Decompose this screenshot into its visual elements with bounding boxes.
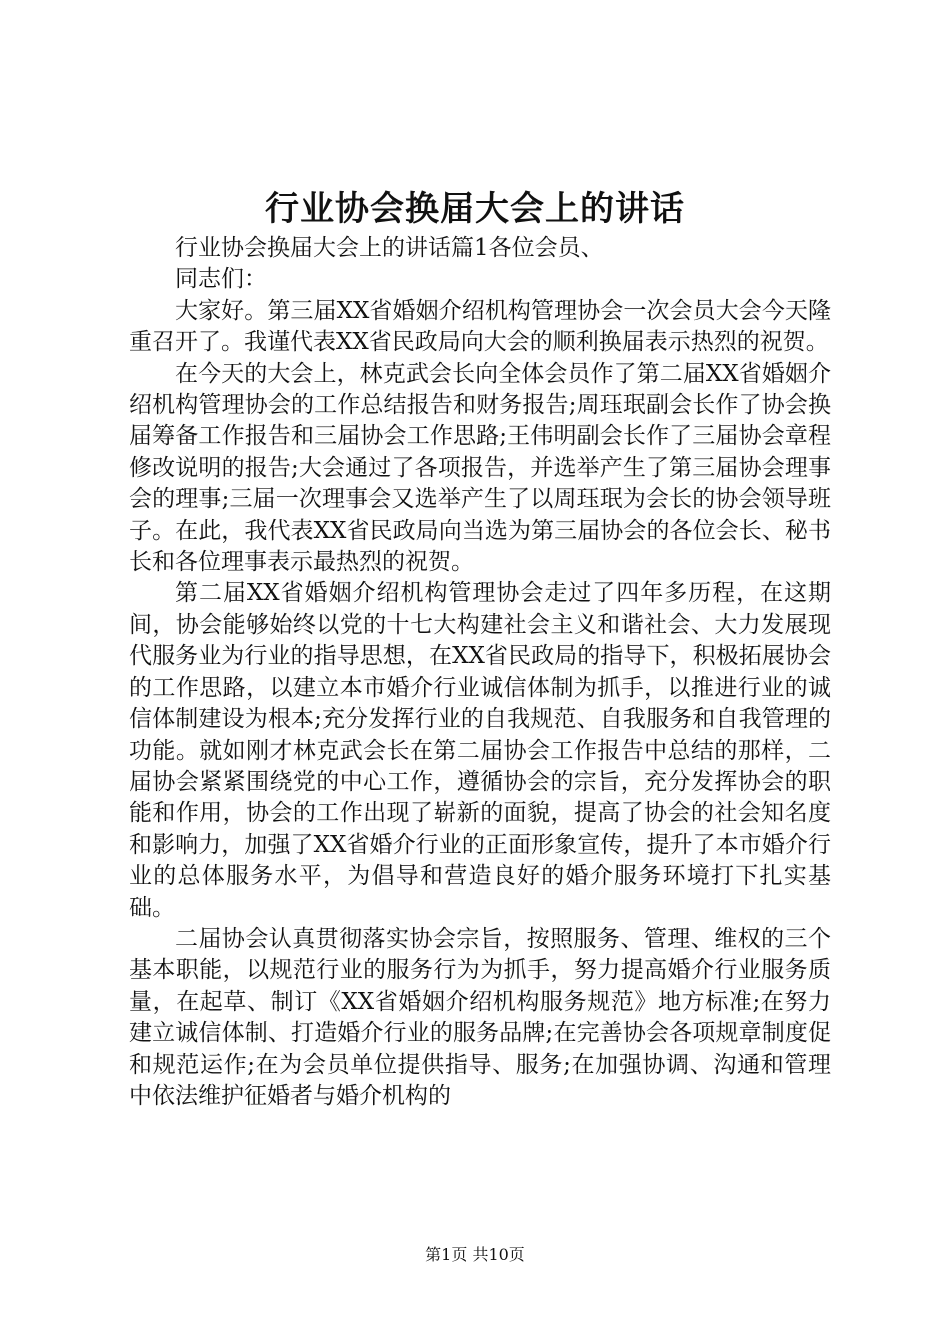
page-number-footer: 第1页 共10页 <box>425 1245 525 1264</box>
paragraph-5: 第二届XX省婚姻介绍机构管理协会走过了四年多历程，在这期间，协会能够始终以党的十七大构建社会主义和谐社会、大力发展现代服务业为行业的指导思想，在XX省民政局的指导下，积极拓展协会的工作思路，以建立本市婚介行业诚信体制为抓手，以推进行业的诚信体制建设为根本;充分发挥行业的自我规范、自我服务和自我管理的功能。就如刚才林克武会长在第二届协会工作报告中总结的那样，二届协会紧紧围绕党的中心工作，遵循协会的宗旨，充分发挥协会的职能和作用，协会的工作出现了崭新的面貌，提高了协会的社会知名度和影响力，加强了XX省婚介行业的正面形象宣传，提升了本市婚介行业的总体服务水平，为倡导和营造良好的婚介服务环境打下扎实基础。 <box>129 580 831 921</box>
paragraph-6: 二届协会认真贯彻落实协会宗旨，按照服务、管理、维权的三个基本职能，以规范行业的服务行为为抓手，努力提高婚介行业服务质量，在起草、制订《XX省婚姻介绍机构服务规范》地方标准;在努力建立诚信体制、打造婚介行业的服务品牌;在完善协会各项规章制度促和规范运作;在为会员单位提供指导、服务;在加强协调、沟通和管理中依法维护征婚者与婚介机构的 <box>129 925 831 1109</box>
document-title: 行业协会换届大会上的讲话 <box>265 189 685 229</box>
paragraph-1: 行业协会换届大会上的讲话篇1各位会员、 <box>175 235 604 261</box>
paragraph-4: 在今天的大会上，林克武会长向全体会员作了第二届XX省婚姻介绍机构管理协会的工作总结报告和财务报告;周珏珉副会长作了协会换届筹备工作报告和三届协会工作思路;王伟明副会长作了三届协会章程修改说明的报告;大会通过了各项报告，并选举产生了第三届协会理事会的理事;三届一次理事会又选举产生了以周珏珉为会长的协会领导班子。在此，我代表XX省民政局向当选为第三届协会的各位会长、秘书长和各位理事表示最热烈的祝贺。 <box>129 360 831 576</box>
document-body <box>129 233 831 1112</box>
paragraph-2: 同志们： <box>175 266 267 293</box>
paragraph-3: 大家好。第三届XX省婚姻介绍机构管理协会一次会员大会今天隆重召开了。我谨代表XX省民政局向大会的顺利换届表示热烈的祝贺。 <box>129 297 831 356</box>
